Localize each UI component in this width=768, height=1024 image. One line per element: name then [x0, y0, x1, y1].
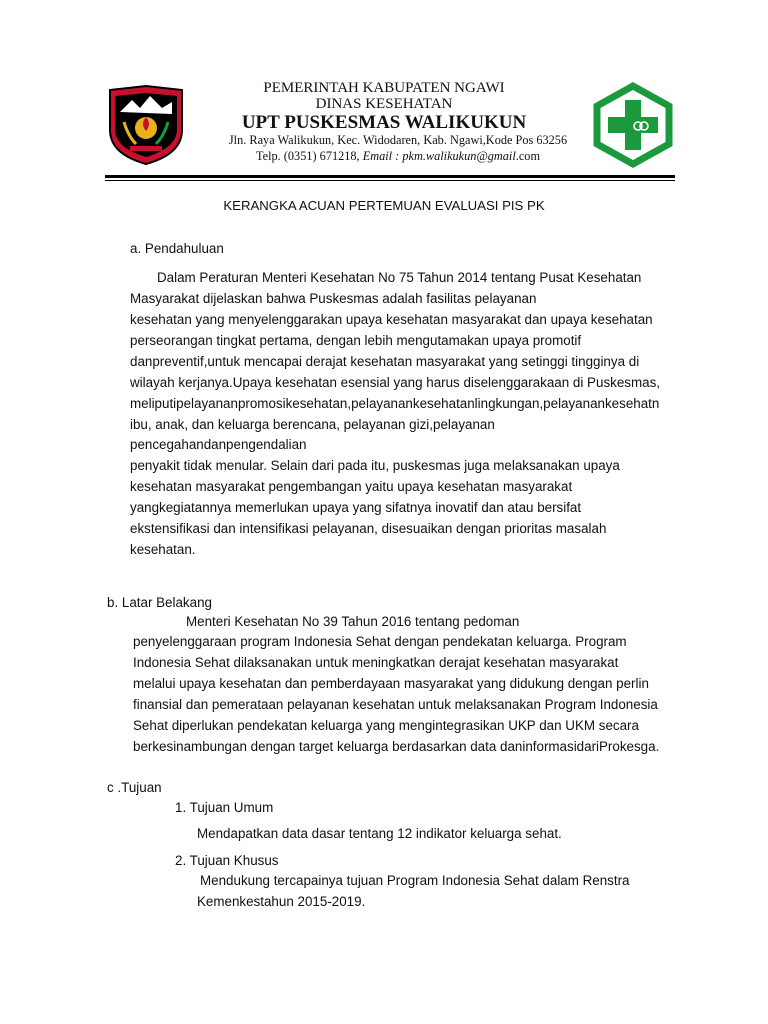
- section-b-line: melalui upaya kesehatan dan pemberdayaan masyarakat yang didukung dengan perlin: [133, 676, 649, 691]
- letterhead-puskesmas-name: UPT PUSKESMAS WALIKUKUN: [241, 112, 527, 133]
- section-a-line: yangkegiatannya memerlukan upaya yang sifatnya inovatif dan atau bersifat: [130, 500, 582, 515]
- section-b-heading: b. Latar Belakang: [107, 595, 212, 610]
- section-c-heading: c .Tujuan: [107, 780, 162, 795]
- letterhead-address: Jln. Raya Walikukun, Kec. Widodaren, Kab. Ngawi,Kode Pos 63256: [228, 133, 568, 147]
- section-a-line: wilayah kerjanya.Upaya kesehatan esensial yang harus diselenggarakaan di Puskesmas,: [130, 375, 660, 390]
- document-title: KERANGKA ACUAN PERTEMUAN EVALUASI PIS PK: [223, 198, 545, 213]
- letterhead-regency: PEMERINTAH KABUPATEN NGAWI: [263, 80, 505, 96]
- tujuan-khusus-line: Kemenkestahun 2015-2019.: [197, 894, 366, 909]
- section-a-line: kesehatan masyarakat pengembangan yaitu upaya kesehatan masyarakat: [130, 479, 573, 494]
- section-a-line: ekstensifikasi dan intensifikasi pelayanan, disesuaikan dengan prioritas masalah: [130, 521, 607, 536]
- section-a-line: ibu, anak, dan keluarga berencana, pelayanan gizi,pelayanan: [130, 417, 495, 432]
- section-b-line: berkesinambungan dengan target keluarga berdasarkan data daninformasidariProkesga.: [133, 739, 660, 754]
- section-b-line: Indonesia Sehat dilaksanakan untuk meningkatkan derajat kesehatan masyarakat: [133, 655, 619, 670]
- section-a-line: penyakit tidak menular. Selain dari pada itu, puskesmas juga melaksanakan upaya: [130, 458, 620, 473]
- section-a-line: pencegahandanpengendalian: [130, 437, 307, 452]
- section-a-line: perseorangan tingkat pertama, dengan lebih mengutamakan upaya promotif: [130, 333, 582, 348]
- section-b-line: finansial dan pemerataan pelayanan kesehatan untuk melaksanakan Program Indonesia: [133, 697, 658, 712]
- section-a-line: danpreventif,untuk mencapai derajat kesehatan masyarakat yang setinggi tingginya di: [130, 354, 640, 369]
- letterhead-divider-thin: [105, 180, 675, 181]
- tujuan-umum-text: Mendapatkan data dasar tentang 12 indikator keluarga sehat.: [197, 826, 562, 841]
- tujuan-khusus-line: Mendukung tercapainya tujuan Program Indonesia Sehat dalam Renstra: [200, 873, 630, 888]
- section-a-line: kesehatan.: [130, 542, 196, 557]
- letterhead-email: Email : pkm.walikukun@gmail: [362, 149, 516, 163]
- section-a-line: meliputipelayananpromosikesehatan,pelayanankesehatanlingkungan,pelayanankesehatn: [130, 396, 660, 411]
- section-a-line: Dalam Peraturan Menteri Kesehatan No 75 Tahun 2014 tentang Pusat Kesehatan: [157, 270, 642, 285]
- letterhead-email-suffix: .com: [515, 149, 541, 163]
- section-b-line: Menteri Kesehatan No 39 Tahun 2016 tentang pedoman: [186, 614, 520, 629]
- section-b-line: penyelenggaraan program Indonesia Sehat dengan pendekatan keluarga. Program: [133, 634, 627, 649]
- section-b-line: Sehat diperlukan pendekatan keluarga yang mengintegrasikan UKP dan UKM secara: [133, 718, 639, 733]
- letterhead-department: DINAS KESEHATAN: [315, 96, 453, 112]
- letterhead-contact: [14, 149, 768, 164]
- tujuan-khusus-heading: 2. Tujuan Khusus: [175, 853, 279, 868]
- section-a-line: kesehatan yang menyelenggarakan upaya kesehatan masyarakat dan upaya kesehatan: [130, 312, 653, 327]
- letterhead-divider-thick: [105, 175, 675, 178]
- tujuan-umum-heading: 1. Tujuan Umum: [175, 800, 274, 815]
- section-a-line: Masyarakat dijelaskan bahwa Puskesmas adalah fasilitas pelayanan: [130, 291, 537, 306]
- section-a-heading: a. Pendahuluan: [130, 241, 224, 256]
- letterhead-phone: Telp. (0351) 671218,: [255, 149, 363, 163]
